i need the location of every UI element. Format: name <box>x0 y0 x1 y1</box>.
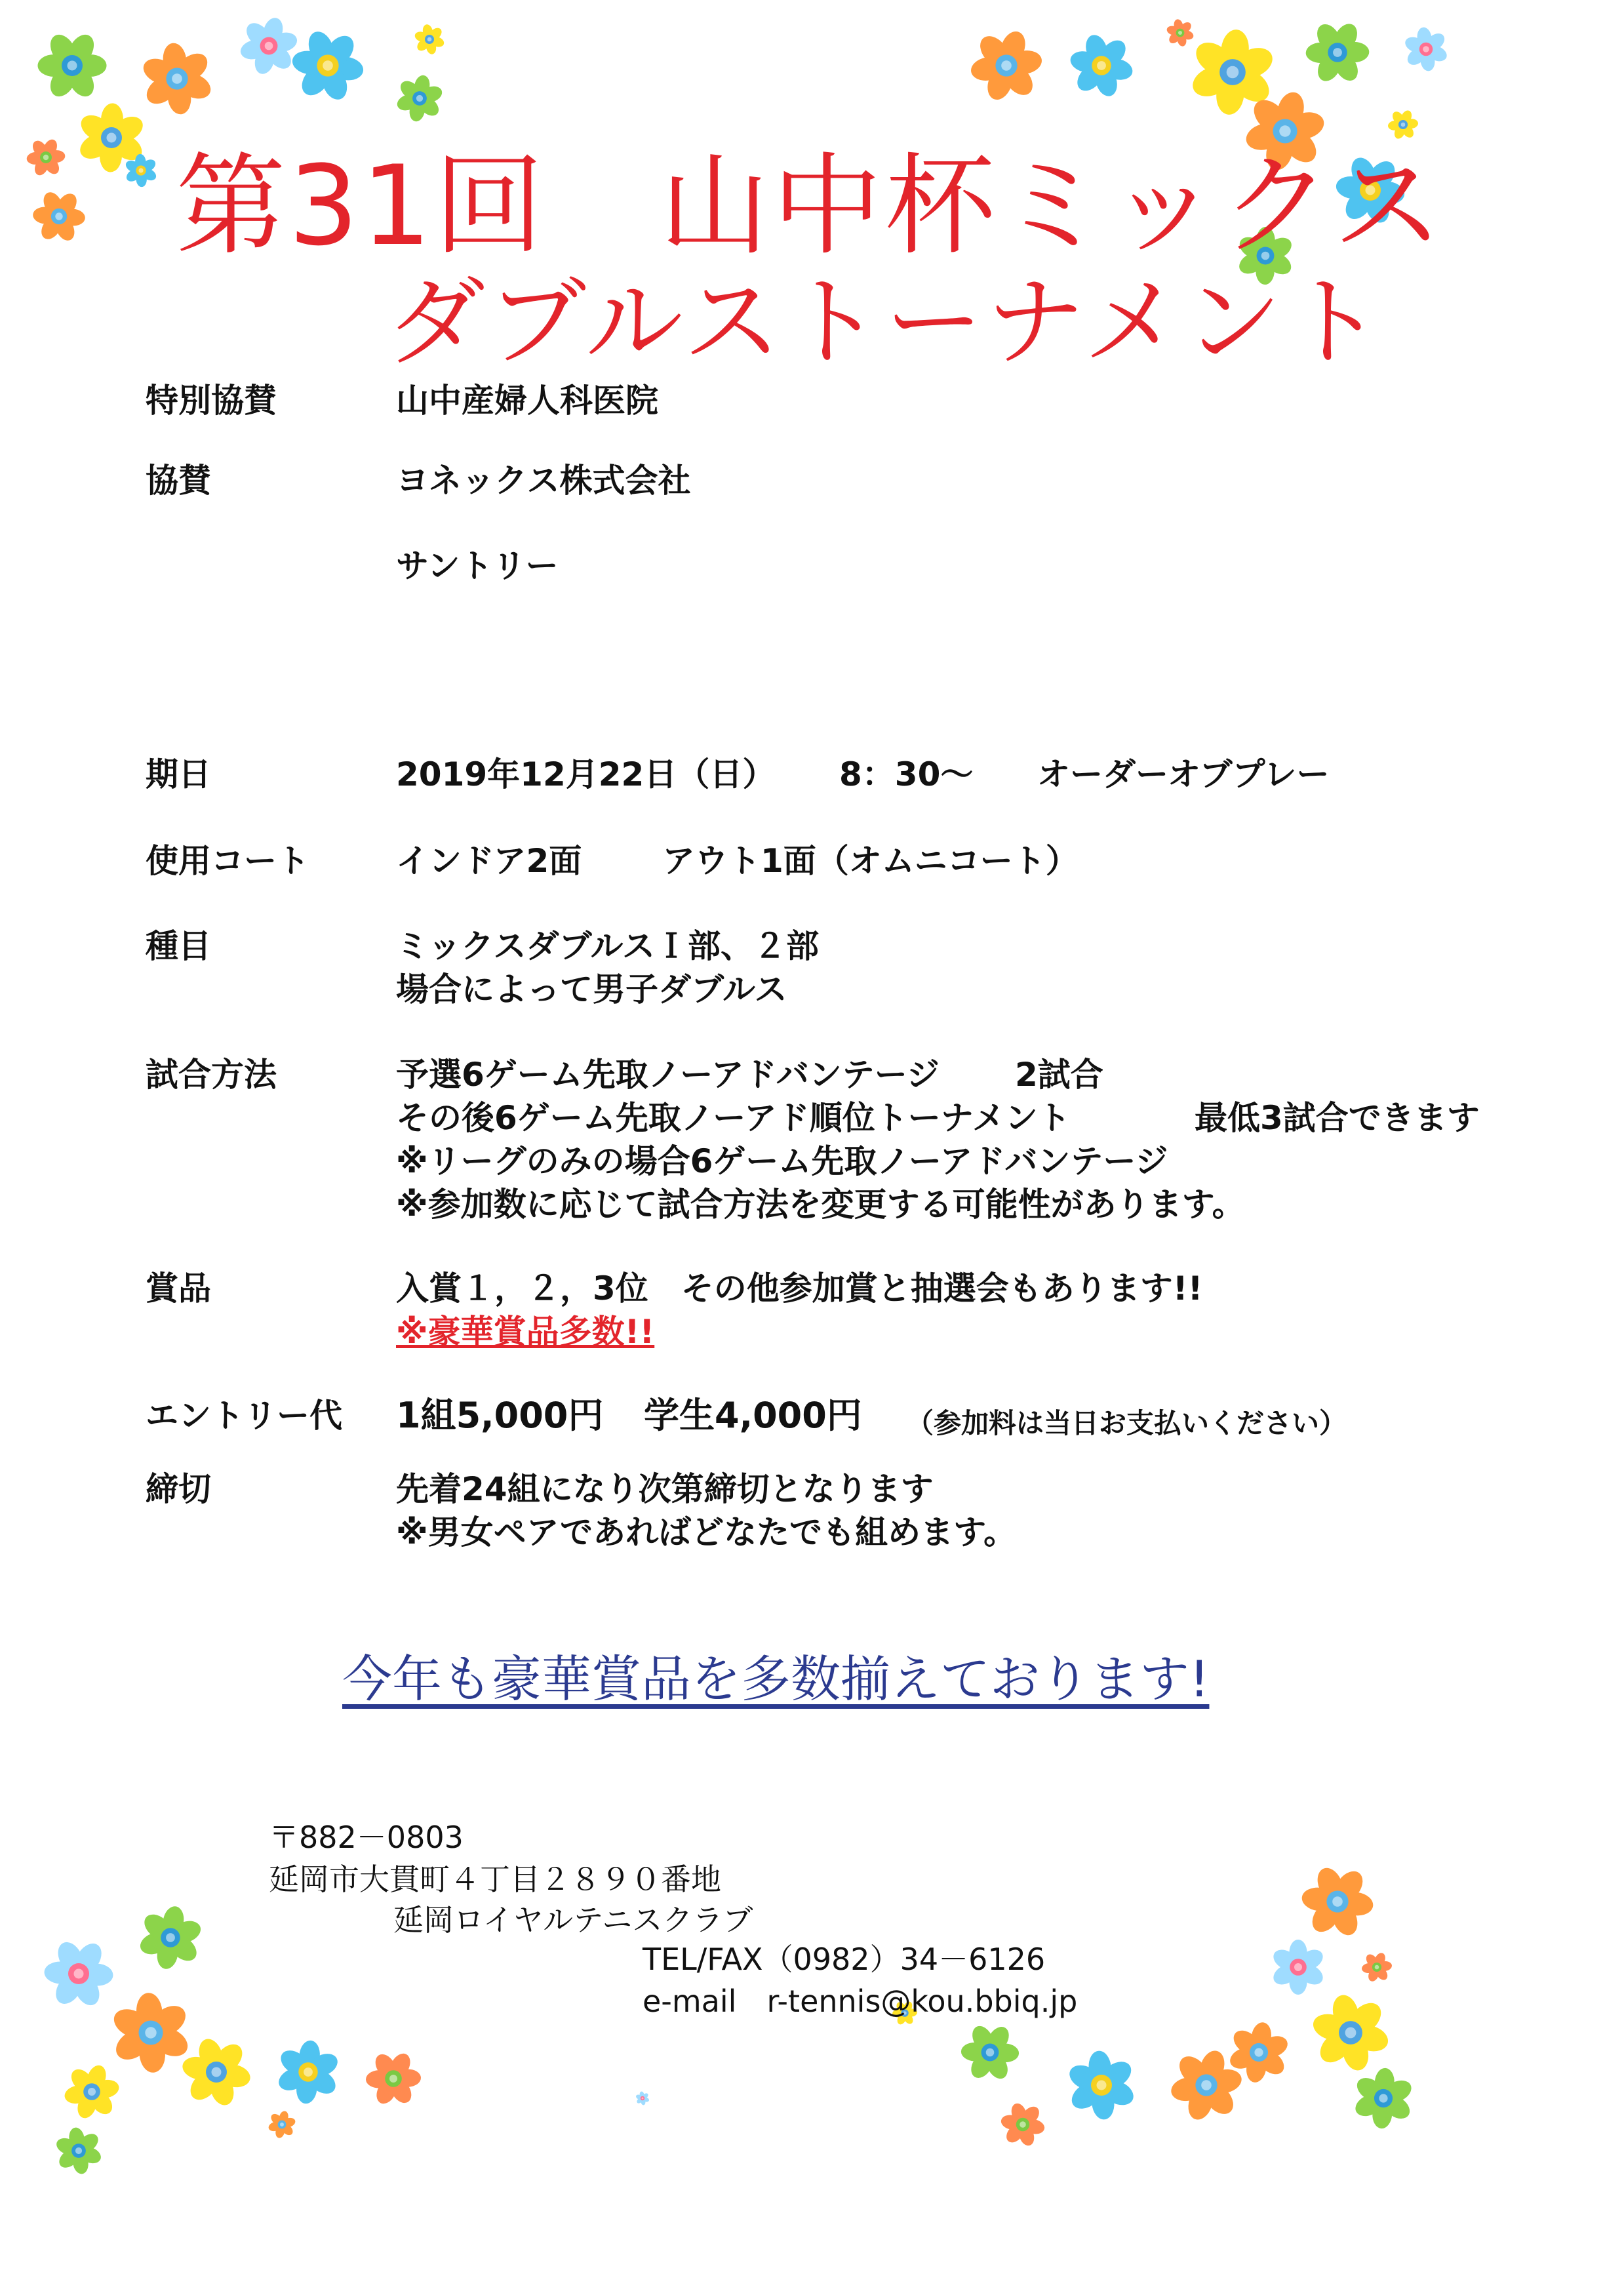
flower-icon <box>1310 1992 1391 2073</box>
flower-icon <box>54 2126 104 2175</box>
special-sponsor-label: 特別協賛 <box>146 382 277 420</box>
prizes-line-2: ※豪華賞品多数!! <box>396 1313 655 1351</box>
date-value: 2019年12月22日（日） <box>396 755 776 793</box>
entry-fee-1: 1組5,000円 <box>396 1395 604 1436</box>
entry-label: エントリー代 <box>146 1397 342 1435</box>
court-indoor: インドア2面 <box>396 842 582 880</box>
flower-icon <box>290 28 365 104</box>
flower-icon <box>38 30 107 101</box>
postal-code: 〒882－0803 <box>269 1820 464 1855</box>
format-line-3: ※リーグのみの場合6ゲーム先取ノーアドバンテージ <box>396 1142 1168 1180</box>
order-of-play: オーダーオブプレー <box>1037 755 1330 793</box>
prizes-line-1: 入賞１，２，3位 その他参加賞と抽選会もあります!! <box>396 1269 1203 1307</box>
flower-icon <box>44 1938 114 2010</box>
flower-icon <box>366 2050 422 2107</box>
flower-icon <box>395 74 444 123</box>
event-line-1: ミックスダブルスＩ部、２部 <box>396 927 819 965</box>
format-line-2a: その後6ゲーム先取ノーアド順位トーナメント <box>396 1099 1071 1137</box>
flower-icon <box>109 1992 193 2073</box>
format-line-1b: 2試合 <box>1015 1056 1103 1094</box>
flower-icon <box>26 137 66 177</box>
event-label: 種目 <box>146 927 211 965</box>
time-value: 8：30～ <box>839 755 974 793</box>
format-line-2b: 最低3試合できます <box>1195 1099 1480 1137</box>
tel-fax: TEL/FAX（0982）34－6126 <box>643 1942 1046 1977</box>
deadline-line-1: 先着24組になり次第締切となります <box>396 1470 934 1508</box>
flower-icon <box>32 189 85 243</box>
sponsor-value-2: サントリー <box>396 547 559 585</box>
email: e-mail r-tennis@kou.bbiq.jp <box>643 1984 1078 2019</box>
flower-icon <box>961 2022 1019 2082</box>
slogan: 今年も豪華賞品を多数揃えております! <box>342 1650 1210 1708</box>
court-label: 使用コート <box>146 842 309 880</box>
sponsor-value-1: ヨネックス株式会社 <box>396 462 691 500</box>
flower-icon <box>63 2063 121 2121</box>
format-line-1a: 予選6ゲーム先取ノーアドバンテージ <box>396 1056 940 1094</box>
flower-icon <box>1305 20 1369 85</box>
flower-icon <box>1000 2102 1046 2148</box>
flower-icon <box>140 42 214 116</box>
deadline-line-2: ※男女ペアであればどなたでも組めます。 <box>396 1513 1017 1551</box>
title-line-1: 第31回 山中杯ミックス <box>176 142 1446 270</box>
prizes-label: 賞品 <box>146 1269 211 1307</box>
date-label: 期日 <box>146 755 211 793</box>
flower-icon <box>1166 18 1195 47</box>
flower-icon <box>1068 32 1134 99</box>
flower-icon <box>180 2036 252 2108</box>
entry-note: （参加料は当日お支払いください） <box>906 1407 1347 1439</box>
flower-icon <box>414 24 446 55</box>
event-line-2: 場合によって男子ダブルス <box>396 970 787 1008</box>
title-line-2: ダブルストーナメント <box>387 266 1386 380</box>
flower-icon <box>1361 1951 1393 1983</box>
flower-icon <box>275 2040 342 2105</box>
flower-icon <box>969 28 1044 104</box>
flower-icon <box>137 1905 203 1971</box>
flower-icon <box>1065 2050 1138 2121</box>
flower-icon <box>1301 1864 1375 1939</box>
club-name: 延岡ロイヤルテニスクラブ <box>393 1902 753 1938</box>
flower-icon <box>1270 1940 1326 1995</box>
flower-icon <box>267 2110 296 2139</box>
flower-icon <box>1403 26 1449 72</box>
court-outdoor: アウト1面（オムニコート） <box>662 842 1079 880</box>
flower-icon <box>1352 2067 1415 2129</box>
format-label: 試合方法 <box>146 1056 277 1094</box>
flower-icon <box>239 16 299 77</box>
special-sponsor-value: 山中産婦人科医院 <box>396 382 658 420</box>
flower-icon <box>635 2091 650 2105</box>
sponsor-label: 協賛 <box>146 462 211 500</box>
deadline-label: 締切 <box>146 1470 211 1508</box>
address: 延岡市大貫町４丁目２８９０番地 <box>269 1862 721 1897</box>
format-line-4: ※参加数に応じて試合方法を変更する可能性があります。 <box>396 1186 1245 1224</box>
entry-fee-2: 学生4,000円 <box>644 1395 862 1436</box>
